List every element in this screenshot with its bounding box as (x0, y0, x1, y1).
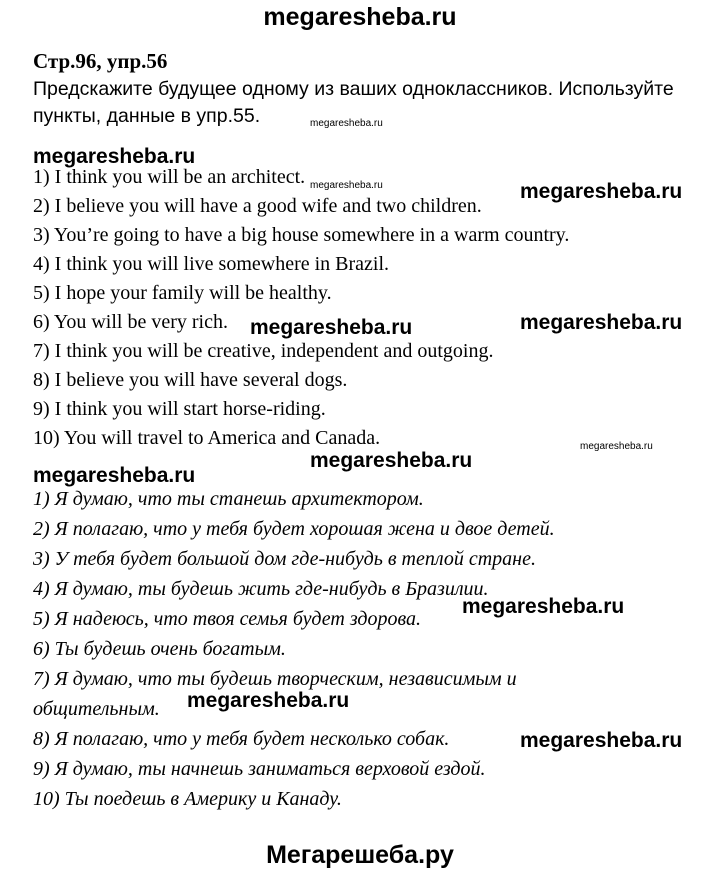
task-line-1: Предскажите будущее одному из ваших одноклассников. Используйте (33, 78, 674, 100)
answer-en: 5) I hope your family will be healthy. (33, 282, 332, 304)
answer-ru: 3) У тебя будет большой дом где-нибудь в теплой стране. (33, 548, 536, 570)
answer-ru: общительным. (33, 698, 160, 720)
answer-ru: 4) Я думаю, ты будешь жить где-нибудь в Бразилии. (33, 578, 489, 600)
answer-en: 2) I believe you will have a good wife and two children. (33, 195, 482, 217)
answer-en: 3) You’re going to have a big house somewhere in a warm country. (33, 224, 570, 246)
english-answers (33, 163, 569, 453)
watermark: megaresheba.ru (520, 311, 683, 334)
answer-en: 7) I think you will be creative, independent and outgoing. (33, 340, 494, 362)
answer-en: 10) You will travel to America and Canada. (33, 427, 381, 449)
answer-ru: 7) Я думаю, что ты будешь творческим, независимым и (33, 668, 517, 690)
watermark: megaresheba.ru (33, 464, 196, 487)
header-watermark: megaresheba.ru (263, 3, 457, 31)
watermark: megaresheba.ru (520, 729, 683, 752)
watermark: megaresheba.ru (187, 689, 350, 712)
exercise-title: Стр.96, упр.56 (33, 49, 168, 73)
watermark: megaresheba.ru (310, 180, 383, 191)
task-line-2: пункты, данные в упр.55. (33, 105, 261, 127)
answer-ru: 9) Я думаю, ты начнешь заниматься верховой ездой. (33, 758, 486, 780)
watermark: megaresheba.ru (520, 180, 683, 203)
answer-ru: 5) Я надеюсь, что твоя семья будет здорова. (33, 608, 422, 630)
answer-en: 1) I think you will be an architect. (33, 166, 306, 188)
watermark: megaresheba.ru (33, 145, 196, 168)
russian-translations (33, 484, 555, 814)
watermark: megaresheba.ru (250, 316, 413, 339)
answer-ru: 2) Я полагаю, что у тебя будет хорошая жена и двое детей. (33, 518, 555, 540)
answer-en: 8) I believe you will have several dogs. (33, 369, 348, 391)
footer-brand: Мегарешеба.ру (266, 841, 454, 869)
answer-en: 9) I think you will start horse-riding. (33, 398, 326, 420)
answer-ru: 10) Ты поедешь в Америку и Канаду. (33, 788, 342, 810)
answer-en: 6) You will be very rich. (33, 311, 228, 333)
answer-ru: 8) Я полагаю, что у тебя будет несколько собак. (33, 728, 450, 750)
answer-en: 4) I think you will live somewhere in Brazil. (33, 253, 390, 275)
answer-ru: 1) Я думаю, что ты станешь архитектором. (33, 488, 424, 510)
watermark: megaresheba.ru (580, 441, 653, 452)
watermark: megaresheba.ru (310, 118, 383, 129)
watermark: megaresheba.ru (310, 449, 473, 472)
watermark: megaresheba.ru (462, 595, 625, 618)
answer-ru: 6) Ты будешь очень богатым. (33, 638, 286, 660)
